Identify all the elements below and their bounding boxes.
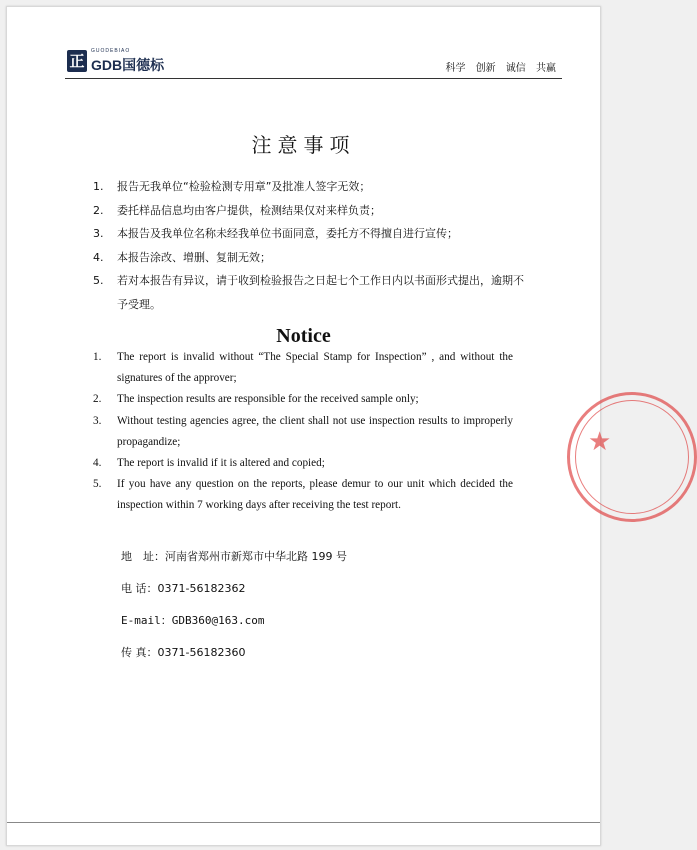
notice-cn-title: 注意事项 [251,133,356,157]
item-number: 4. [93,457,102,470]
footer-divider [7,822,600,823]
notice-cn-item [93,246,533,270]
item-text: Without testing agencies agree, the client shall not use inspection results to improperly propagandize; [117,414,513,448]
item-text: 若对本报告有异议，请于收到检验报告之日起七个工作日内以书面形式提出，逾期不予受理。 [117,274,524,311]
notice-en-item [93,474,513,516]
phone-value: 0371-56182362 [157,582,246,595]
notice-en-item [93,453,513,474]
item-text: 本报告涂改、增删、复制无效； [117,250,271,264]
item-number: 1. [93,180,104,193]
item-number: 2. [93,203,104,217]
header-motto: 科学 创新 诚信 共赢 [445,63,556,74]
notice-cn-item [93,175,533,199]
item-number: 5. [93,478,102,491]
fax-value: 0371-56182360 [157,646,246,659]
item-text: 委托样品信息均由客户提供，检测结果仅对来样负责； [117,203,381,217]
item-number: 4. [93,250,104,264]
logo-text: GDB国德标 [91,57,165,73]
item-text: The report is invalid if it is altered and copied; [117,457,325,470]
item-text: If you have any question on the reports, please demur to our unit which decided the inspection within 7 working days after receiving the test report. [117,478,513,512]
logo-mark-icon: 正 [67,50,87,72]
seal-inner-ring [575,400,689,514]
phone-label: 电 话： [121,582,158,595]
notice-cn-item [93,222,533,246]
notice-en-item [93,389,513,410]
item-text: 本报告及我单位名称未经我单位书面同意，委托方不得擅自进行宣传； [117,227,458,241]
contact-phone [121,579,347,611]
red-seal-stamp [567,392,697,522]
email-label: E-mail： [121,614,172,627]
address-value: 河南省郑州市新郑市中华北路 199 号 [165,550,347,563]
notice-en-list [93,347,513,517]
notice-cn-list [93,175,533,317]
contact-block [121,547,347,675]
contact-email [121,611,347,643]
item-text: The inspection results are responsible for the received sample only; [117,393,419,406]
item-number: 3. [93,414,102,427]
contact-fax [121,643,347,675]
item-text: 报告无我单位“检验检测专用章”及批准人签字无效； [117,180,371,193]
item-text: The report is invalid without “The Special Stamp for Inspection” , and without the signatures of the approver; [117,351,513,385]
logo-pinyin: GUODEBIAO [91,48,131,54]
item-number: 3. [93,227,104,241]
item-number: 1. [93,351,102,363]
notice-cn-item [93,269,533,316]
seal-star-icon: ★ [588,427,612,457]
email-value: GDB360@163.com [171,614,265,627]
item-number: 2. [93,393,102,406]
fax-label: 传 真： [121,646,158,659]
header-divider [65,78,562,79]
address-label: 地 址： [121,550,165,563]
item-number: 5. [93,274,104,288]
notice-en-item [93,411,513,453]
notice-en-item [93,347,513,389]
report-page [6,6,612,846]
contact-address [121,547,347,579]
notice-en-title: Notice [276,325,331,347]
notice-cn-item [93,199,533,223]
